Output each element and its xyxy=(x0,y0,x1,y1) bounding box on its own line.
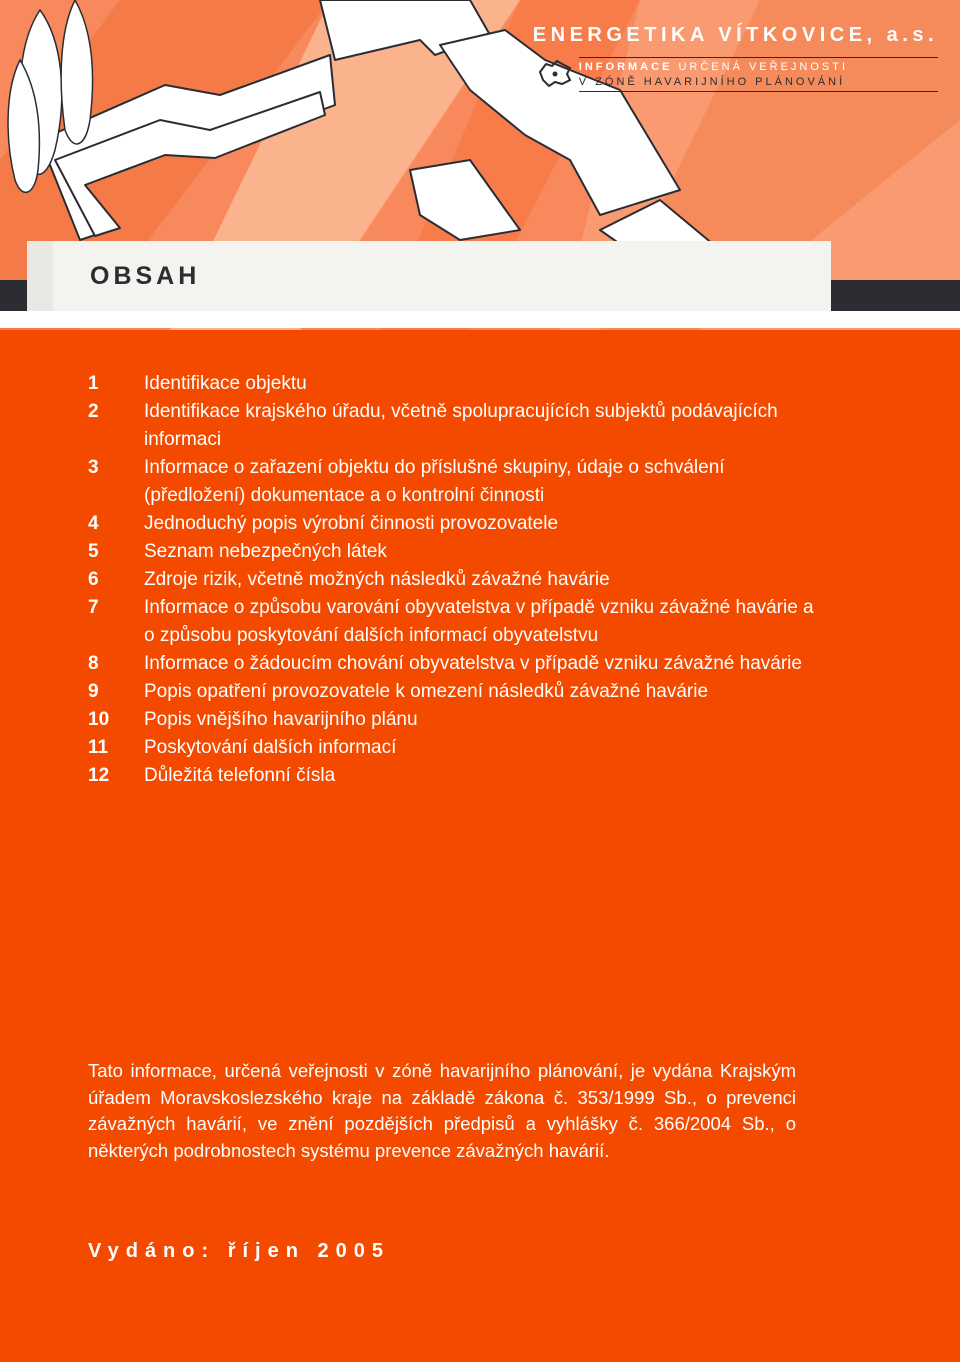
czech-map-icon xyxy=(537,58,573,88)
subtitle-line-2: V ZÓNĚ HAVARIJNÍHO PLÁNOVÁNÍ xyxy=(579,75,938,92)
toc-text: Identifikace krajského úřadu, včetně spolupracujících subjektů podávajících informaci xyxy=(144,401,778,450)
toc-item xyxy=(88,538,828,566)
toc-number: 11 xyxy=(88,737,109,758)
toc-number: 12 xyxy=(88,765,110,786)
toc-number: 3 xyxy=(88,457,99,478)
toc-item xyxy=(88,566,828,594)
toc-item xyxy=(88,650,828,678)
toc-number: 9 xyxy=(88,681,99,702)
toc-text: Informace o způsobu varování obyvatelstva v případě vzniku závažné havárie a o způsobu poskytování dalších informací obyvatelstvu xyxy=(144,597,814,646)
toc-item xyxy=(88,678,828,706)
toc-number: 7 xyxy=(88,597,99,618)
company-name: ENERGETIKA VÍTKOVICE, a.s. xyxy=(532,24,938,46)
toc-number: 6 xyxy=(88,569,99,590)
toc-text: Seznam nebezpečných látek xyxy=(144,541,387,562)
toc-item xyxy=(88,370,828,398)
toc-item xyxy=(88,706,828,734)
toc-text: Popis opatření provozovatele k omezení následků závažné havárie xyxy=(144,681,709,702)
toc-number: 1 xyxy=(88,373,99,394)
subtitle-line-1 xyxy=(579,57,938,75)
publication-notice: Tato informace, určená veřejnosti v zóně havarijního plánování, je vydána Krajským úřadem Moravskoslezského kraje na základě zákona č. 353/1999 Sb., o prevenci závažných havárií, ve znění pozdějších předpisů a vyhlášky č. 366/2004 Sb., o některých podrobnostech systému prevence závažných havárií. xyxy=(88,1060,796,1161)
toc-item xyxy=(88,594,828,650)
toc-text: Identifikace objektu xyxy=(144,373,307,394)
toc-text: Informace o žádoucím chování obyvatelstva v případě vzniku závažné havárie xyxy=(144,653,802,674)
toc-item xyxy=(88,398,828,454)
brand-subtitle xyxy=(543,57,938,92)
toc-item xyxy=(88,734,828,762)
toc-text: Jednoduchý popis výrobní činnosti provozovatele xyxy=(144,513,559,534)
toc-text: Poskytování dalších informací xyxy=(144,737,397,758)
toc-text: Popis vnějšího havarijního plánu xyxy=(144,709,418,730)
toc-item xyxy=(88,762,828,790)
toc-number: 2 xyxy=(88,401,99,422)
toc-text: Zdroje rizik, včetně možných následků závažné havárie xyxy=(144,569,610,590)
toc-number: 4 xyxy=(88,513,99,534)
page-title: OBSAH xyxy=(90,262,201,290)
subtitle-rest: URČENÁ VEŘEJNOSTI xyxy=(672,61,849,73)
issue-date: Vydáno: říjen 2005 xyxy=(88,1240,390,1262)
brand-block xyxy=(532,24,938,92)
table-of-contents xyxy=(88,370,828,790)
toc-item xyxy=(88,454,828,510)
toc-number: 5 xyxy=(88,541,99,562)
divider-strip xyxy=(0,311,960,328)
toc-number: 8 xyxy=(88,653,99,674)
toc-item xyxy=(88,510,828,538)
subtitle-strong: INFORMACE xyxy=(578,61,673,73)
toc-text: Důležitá telefonní čísla xyxy=(144,765,336,786)
toc-text: Informace o zařazení objektu do příslušné skupiny, údaje o schválení (předložení) dokumentace a o kontrolní činnosti xyxy=(144,457,725,506)
toc-number: 10 xyxy=(88,709,110,730)
